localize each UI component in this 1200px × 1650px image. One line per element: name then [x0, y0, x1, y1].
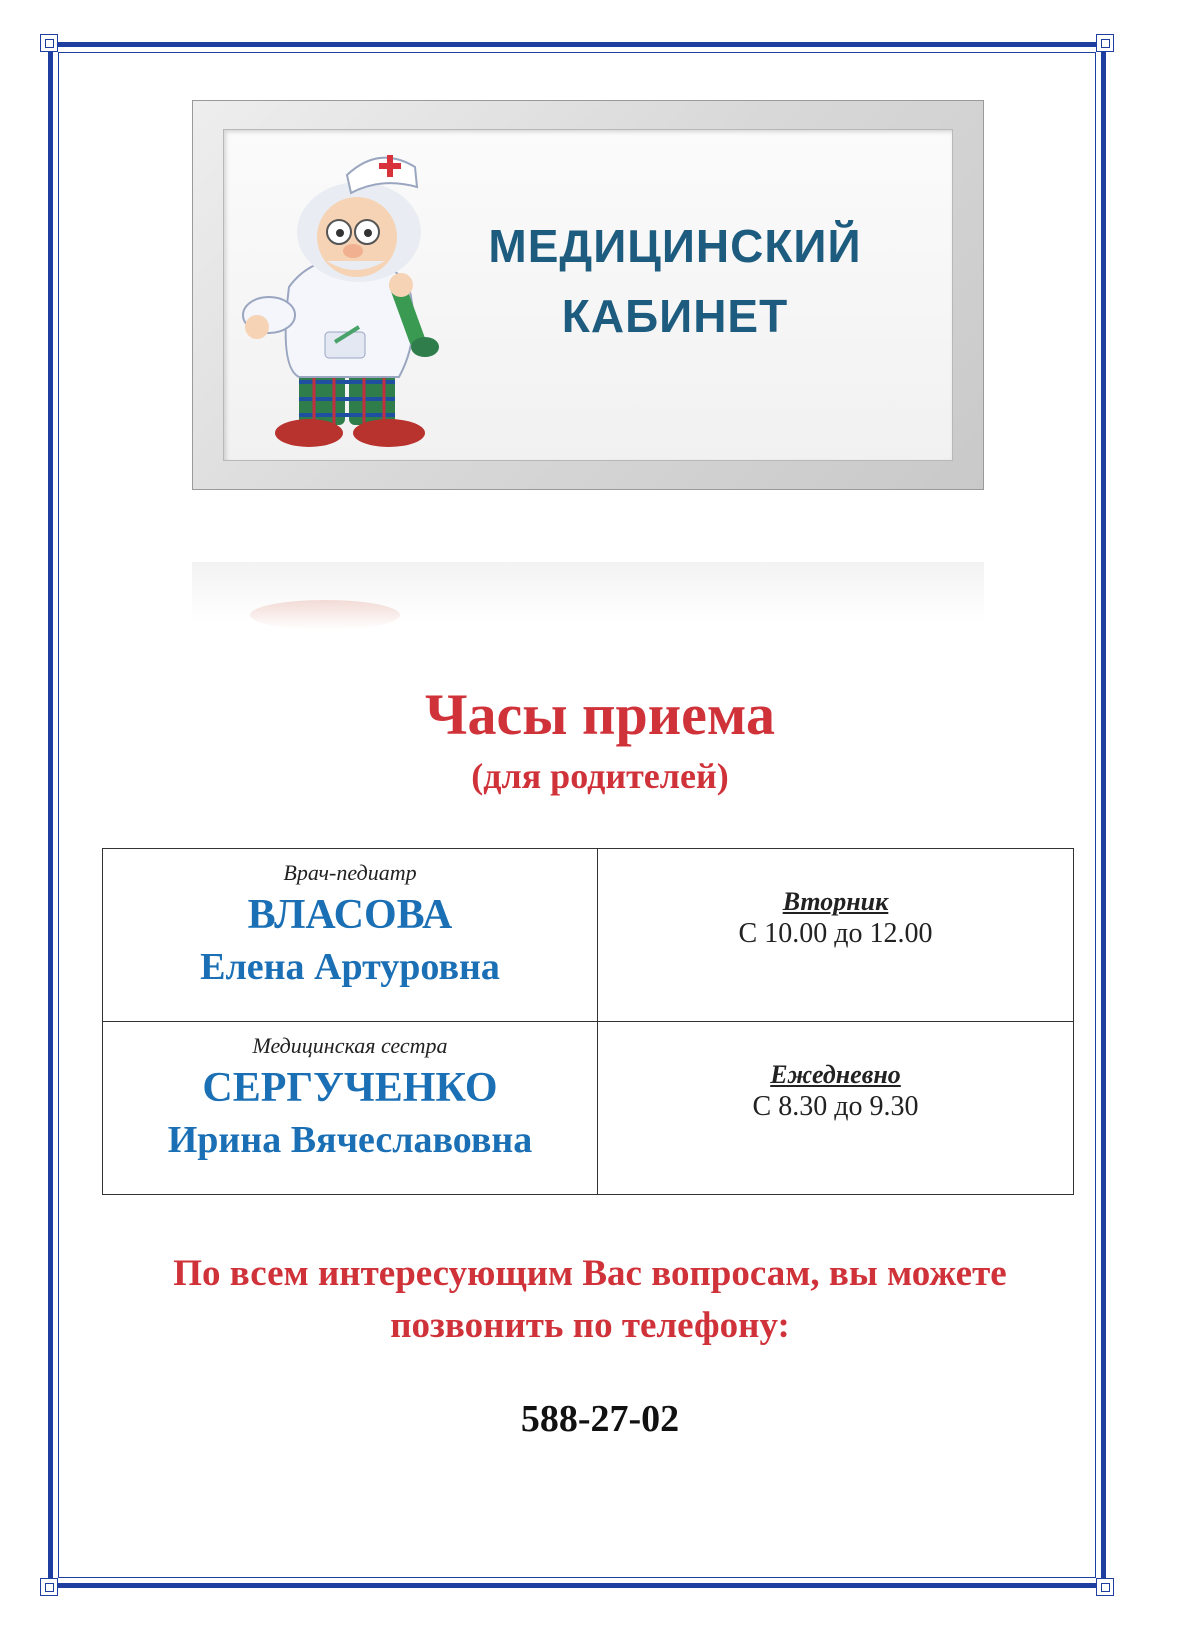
schedule-table — [102, 848, 1074, 1195]
reception-time: С 10.00 до 12.00 — [738, 918, 933, 949]
staff-cell — [103, 1022, 598, 1195]
reception-time: С 8.30 до 9.30 — [752, 1091, 919, 1122]
staff-role: Врач-педиатр — [283, 860, 417, 885]
sign-reflection-shoe — [250, 600, 400, 630]
border-corner-ornament — [40, 1578, 58, 1596]
border-corner-ornament — [1096, 34, 1114, 52]
phone-number: 588-27-02 — [520, 1398, 680, 1440]
reception-day: Вторник — [782, 887, 889, 916]
staff-surname: СЕРГУЧЕНКО — [202, 1065, 498, 1111]
hours-cell — [598, 1022, 1074, 1195]
page-subtitle: (для родителей) — [471, 756, 729, 796]
border-corner-ornament — [1096, 1578, 1114, 1596]
sign-title — [455, 211, 895, 351]
contact-line2: позвонить по телефону: — [390, 1305, 790, 1346]
sign-title-line1: МЕДИЦИНСКИЙ — [488, 220, 862, 272]
table-row — [103, 849, 1074, 1022]
medical-office-sign — [192, 100, 984, 490]
contact-note — [90, 1248, 1090, 1352]
doctor-cartoon-icon — [239, 137, 479, 457]
staff-given-names: Ирина Вячеславовна — [167, 1119, 533, 1161]
staff-cell — [103, 849, 598, 1022]
hours-cell — [598, 849, 1074, 1022]
contact-line1: По всем интересующим Вас вопросам, вы можете — [173, 1253, 1007, 1294]
table-row — [103, 1022, 1074, 1195]
reception-day: Ежедневно — [770, 1060, 901, 1089]
staff-surname: ВЛАСОВА — [247, 892, 453, 938]
staff-role: Медицинская сестра — [252, 1033, 448, 1058]
page-title: Часы приема — [424, 682, 776, 747]
staff-given-names: Елена Артуровна — [200, 946, 500, 988]
sign-title-line2: КАБИНЕТ — [561, 290, 789, 342]
border-corner-ornament — [40, 34, 58, 52]
